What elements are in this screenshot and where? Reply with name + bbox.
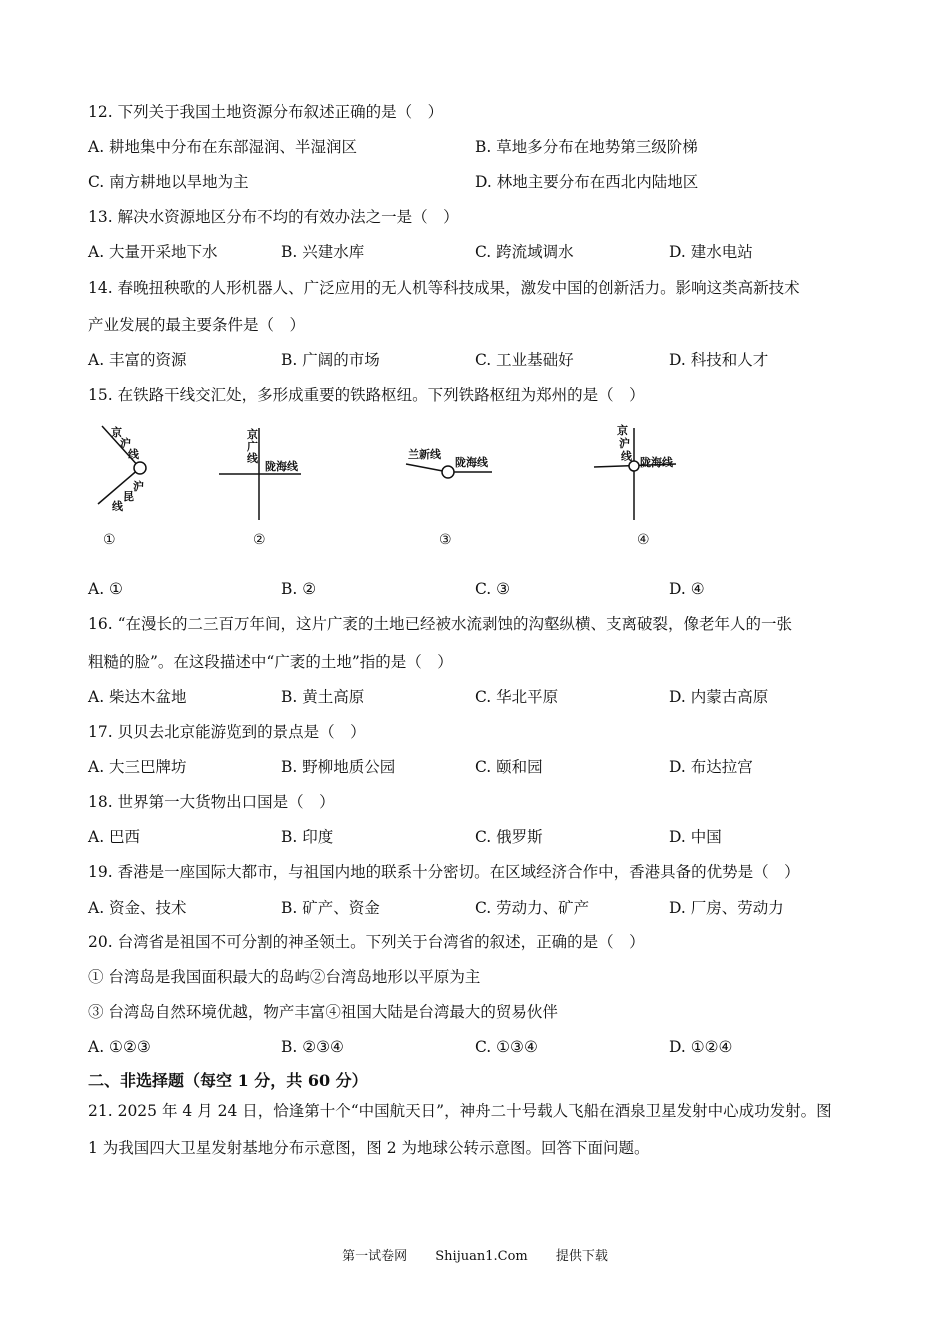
q13-option-b: B. 兴建水库 bbox=[281, 243, 365, 261]
q15-option-a: A. ① bbox=[88, 580, 123, 598]
railway-hub-figure-1 bbox=[90, 420, 170, 550]
fig3-label: 陇海线 bbox=[455, 456, 488, 469]
fig1-label: 线 bbox=[128, 448, 139, 461]
q14-stem-line2: 产业发展的最主要条件是（ ） bbox=[88, 316, 306, 334]
footer-note: 提供下载 bbox=[555, 1249, 608, 1264]
q21-stem-line2: 1 为我国四大卫星发射基地分布示意图，图 2 为地球公转示意图。回答下面问题。 bbox=[88, 1139, 650, 1157]
railway-hub-figure-2 bbox=[215, 420, 315, 550]
q17-stem: 17. 贝贝去北京能游览到的景点是（ ） bbox=[88, 723, 366, 741]
q15-stem: 15. 在铁路干线交汇处，多形成重要的铁路枢纽。下列铁路枢纽为郑州的是（ ） bbox=[88, 386, 645, 404]
footer-site-en: Shijuan1.Com bbox=[435, 1249, 528, 1264]
q12-stem: 12. 下列关于我国土地资源分布叙述正确的是（ ） bbox=[88, 103, 444, 121]
q12-option-a: A. 耕地集中分布在东部湿润、半湿润区 bbox=[88, 138, 358, 156]
fig1-label: 沪 bbox=[120, 437, 131, 450]
q13-option-d: D. 建水电站 bbox=[669, 243, 753, 261]
fig2-number: ② bbox=[253, 532, 266, 548]
footer-site-cn: 第一试卷网 bbox=[342, 1249, 408, 1264]
q15-option-c: C. ③ bbox=[475, 580, 511, 598]
fig4-label: 线 bbox=[621, 450, 632, 463]
q19-option-a: A. 资金、技术 bbox=[88, 899, 187, 917]
railway-hub-figure-4 bbox=[590, 420, 690, 550]
q16-option-d: D. 内蒙古高原 bbox=[669, 688, 769, 706]
q12-option-d: D. 林地主要分布在西北内陆地区 bbox=[475, 173, 699, 191]
fig3-number: ③ bbox=[439, 532, 452, 548]
fig1-label: 沪 bbox=[133, 480, 144, 493]
q18-stem: 18. 世界第一大货物出口国是（ ） bbox=[88, 793, 335, 811]
fig2-label: 广 bbox=[247, 440, 258, 453]
fig1-label: 线 bbox=[112, 500, 123, 513]
page-footer bbox=[0, 1248, 950, 1266]
q14-option-a: A. 丰富的资源 bbox=[88, 351, 187, 369]
q20-stem: 20. 台湾省是祖国不可分割的神圣领土。下列关于台湾省的叙述，正确的是（ ） bbox=[88, 933, 645, 951]
q19-stem: 19. 香港是一座国际大都市，与祖国内地的联系十分密切。在区域经济合作中，香港具备的优势是（ ） bbox=[88, 863, 800, 881]
fig3-label: 兰新线 bbox=[408, 448, 441, 461]
q18-option-c: C. 俄罗斯 bbox=[475, 828, 543, 846]
q16-option-a: A. 柴达木盆地 bbox=[88, 688, 187, 706]
fig3-hub-circle bbox=[442, 466, 454, 478]
fig1-label: 昆 bbox=[123, 490, 134, 503]
q21-stem-line1: 21. 2025 年 4 月 24 日，恰逢第十个“中国航天日”，神舟二十号载人飞船在酒泉卫星发射中心成功发射。图 bbox=[88, 1102, 832, 1120]
q15-option-d: D. ④ bbox=[669, 580, 705, 598]
q15-option-b: B. ② bbox=[281, 580, 317, 598]
q20-option-b: B. ②③④ bbox=[281, 1038, 344, 1056]
q16-option-b: B. 黄土高原 bbox=[281, 688, 365, 706]
fig1-hub-circle bbox=[134, 462, 146, 474]
q14-option-b: B. 广阔的市场 bbox=[281, 351, 380, 369]
q20-statement-2: ③ 台湾岛自然环境优越，物产丰富④祖国大陆是台湾最大的贸易伙伴 bbox=[88, 1003, 558, 1021]
q19-option-d: D. 厂房、劳动力 bbox=[669, 899, 784, 917]
q18-option-d: D. 中国 bbox=[669, 828, 722, 846]
q18-option-a: A. 巴西 bbox=[88, 828, 141, 846]
q20-option-c: C. ①③④ bbox=[475, 1038, 538, 1056]
section-2-title: 二、非选择题（每空 1 分，共 60 分） bbox=[88, 1071, 368, 1090]
fig4-number: ④ bbox=[637, 532, 650, 548]
q12-option-c: C. 南方耕地以旱地为主 bbox=[88, 173, 249, 191]
q14-option-c: C. 工业基础好 bbox=[475, 351, 574, 369]
fig4-label: 陇海线 bbox=[640, 456, 673, 469]
q16-stem-line1: 16. “在漫长的二三百万年间，这片广袤的土地已经被水流剥蚀的沟壑纵横、支离破裂，像老年人的一张 bbox=[88, 615, 793, 633]
q18-option-b: B. 印度 bbox=[281, 828, 334, 846]
q17-option-c: C. 颐和园 bbox=[475, 758, 543, 776]
q17-option-b: B. 野柳地质公园 bbox=[281, 758, 396, 776]
q16-stem-line2: 粗糙的脸”。在这段描述中“广袤的土地”指的是（ ） bbox=[88, 653, 453, 671]
q17-option-a: A. 大三巴牌坊 bbox=[88, 758, 187, 776]
q20-option-a: A. ①②③ bbox=[88, 1038, 151, 1056]
q13-stem: 13. 解决水资源地区分布不均的有效办法之一是（ ） bbox=[88, 208, 459, 226]
q14-stem-line1: 14. 春晚扭秧歌的人形机器人、广泛应用的无人机等科技成果，激发中国的创新活力。影响这类高新技术 bbox=[88, 279, 800, 297]
q19-option-b: B. 矿产、资金 bbox=[281, 899, 380, 917]
q14-option-d: D. 科技和人才 bbox=[669, 351, 769, 369]
q19-option-c: C. 劳动力、矿产 bbox=[475, 899, 590, 917]
q13-option-c: C. 跨流域调水 bbox=[475, 243, 574, 261]
fig2-label: 京 bbox=[247, 428, 258, 441]
fig2-label: 线 bbox=[247, 452, 258, 465]
fig1-label: 京 bbox=[111, 426, 122, 439]
fig4-label: 沪 bbox=[619, 437, 630, 450]
q12-option-b: B. 草地多分布在地势第三级阶梯 bbox=[475, 138, 698, 156]
q20-statement-1: ① 台湾岛是我国面积最大的岛屿②台湾岛地形以平原为主 bbox=[88, 968, 481, 986]
fig1-number: ① bbox=[103, 532, 116, 548]
q20-option-d: D. ①②④ bbox=[669, 1038, 733, 1056]
q16-option-c: C. 华北平原 bbox=[475, 688, 559, 706]
fig4-label: 京 bbox=[617, 424, 628, 437]
q13-option-a: A. 大量开采地下水 bbox=[88, 243, 218, 261]
q17-option-d: D. 布达拉宫 bbox=[669, 758, 753, 776]
fig2-label: 陇海线 bbox=[265, 460, 298, 473]
railway-hub-figure-3 bbox=[400, 420, 500, 550]
